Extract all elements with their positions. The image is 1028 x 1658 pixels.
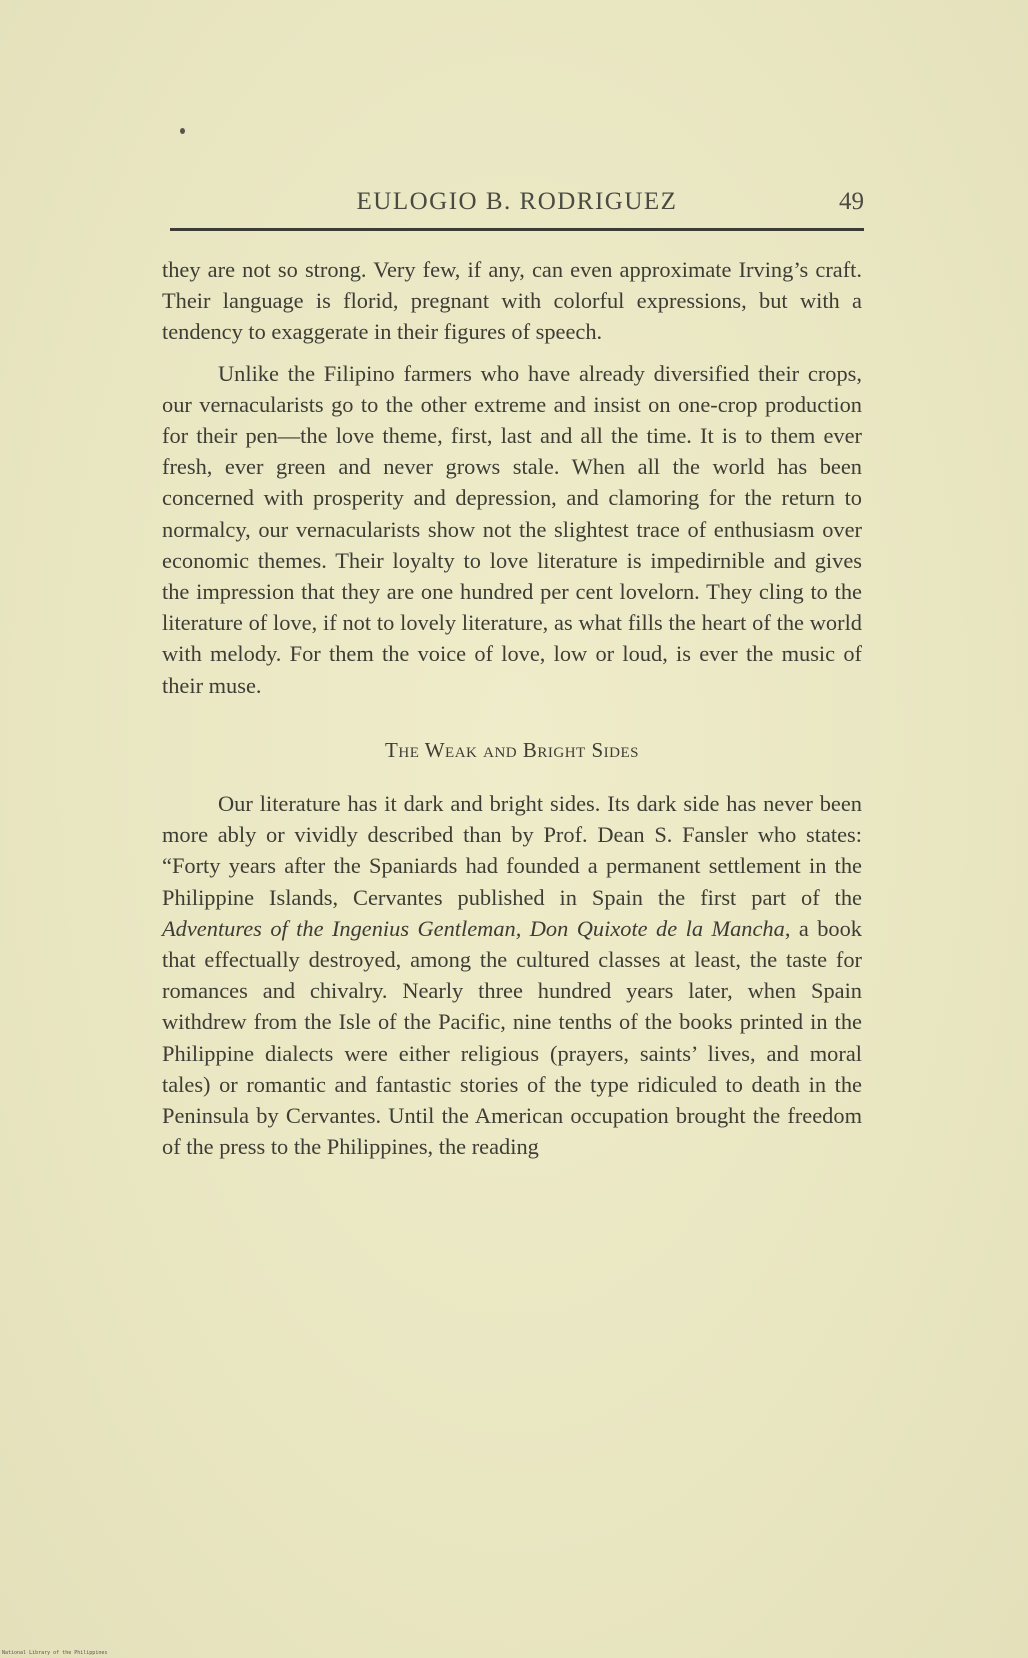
paragraph-2: Unlike the Filipino farmers who have already diversified their crops, our vernacularists go to the other extreme and insist on one-crop production for their pen—the love theme, first, last and all the time. It is to them ever fresh, ever green and never grows stale. When all the world has been concerned with prosperity and depression, and clamoring for the return to normalcy, our vernacularists show not the slightest trace of enthusiasm over economic themes. Their loyalty to love literature is impedirnible and gives the impression that they are one hundred per cent lovelorn. They cling to the literature of love, if not to lovely literature, as what fills the heart of the world with melody. For them the voice of love, low or loud, is ever the music of their muse. xyxy=(162,360,862,698)
book-title: Adventures of the Ingenius Gentleman, Don Quixote de la Mancha xyxy=(162,915,785,941)
paragraph-3-start: Our literature has it dark and bright sides. Its dark side has never been more ably or vividly described than by Prof. Dean S. Fansler who states: “Forty years after the Spaniards had founded a permanent settlement in the Philippine Islands, Cervantes published in Spain the first part of the xyxy=(162,791,862,910)
paragraph-1: they are not so strong. Very few, if any, can even approximate Irving’s craft. Their language is florid, pregnant with colorful expressions, but with a tendency to exaggerate in their figures of speech. xyxy=(162,257,862,345)
library-credit: National Library of the Philippines xyxy=(2,1650,108,1656)
paragraph-3-end: , a book that effectually destroyed, among the cultured classes at least, the taste for romances and chivalry. Nearly three hundred years later, when Spain withdrew from the Isle of the Pacific, nine tenths of the books printed in the Philippine dialects were either religious (prayers, saints’ lives, and moral tales) or romantic and fantastic stories of the type ridiculed to death in the Peninsula by Cervantes. Until the American occupation brought the freedom of the press to the Philippines, the reading xyxy=(162,915,862,1160)
running-head-author: EULOGIO B. RODRIGUEZ xyxy=(356,188,678,215)
section-heading: The Weak and Bright Sides xyxy=(385,737,639,762)
body-text xyxy=(162,254,862,1172)
header-rule xyxy=(170,228,864,231)
page-number: 49 xyxy=(839,188,864,215)
paragraph-3 xyxy=(162,788,862,1162)
ink-speck xyxy=(180,128,185,134)
running-head xyxy=(170,182,864,222)
